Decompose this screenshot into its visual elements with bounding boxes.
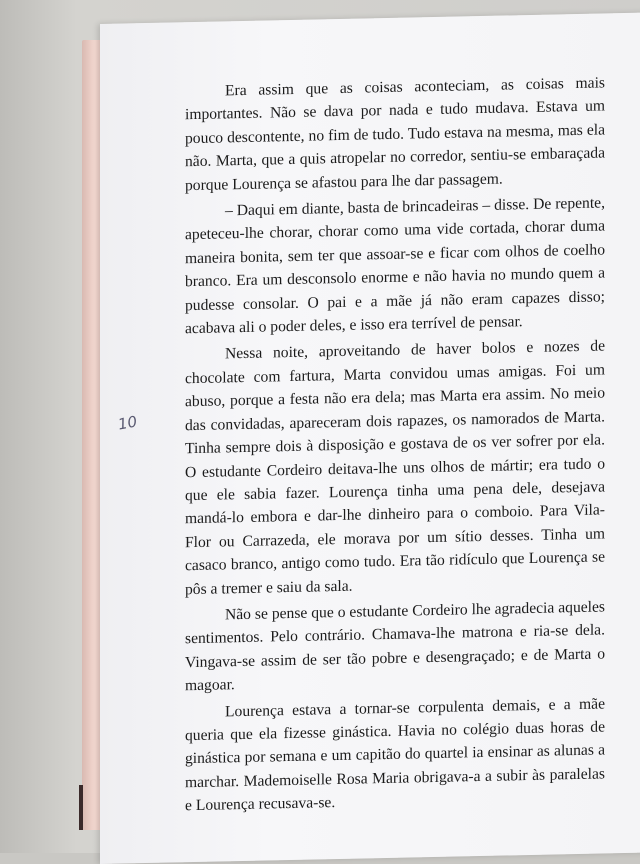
paragraph: Nessa noite, aproveitando de haver bolos e nozes de chocolate com fartura, Marta convidou umas amigas. Foi um abuso, porque a festa não era dela; mas Marta era assim. No meio das convidadas, apareceram dois rapazes, os namorados de Marta. Tinha sempre dois à disposição e gostava de os ver sofrer por ela. O estudante Cordeiro deitava-lhe uns olhos de mártir; era tudo o que ele sabia fazer. Lourença tinha uma pena dele, desejava mandá-lo embora e dar-lhe dinheiro para o comboio. Para Vila-Flor ou Carrazeda, ele morava por um sítio desses. Tinha um casaco branco, antigo como tudo. Era tão ridículo que Lourença se pôs a tremer e saiu da sala. [185, 337, 605, 598]
handwritten-page-number: 10 [116, 412, 139, 434]
spine-edge [79, 785, 83, 830]
paragraph: – Daqui em diante, basta de brincadeiras – disse. De repente, apeteceu-lhe chorar, chorar como uma vide cortada, chorar duma maneira bonita, sem ter que assoar-se e ficar com olhos de coelho branco. Era um desconsolo enorme e não havia no mundo quem a pudesse consolar. O pai e a mãe já não eram capazes disso; acabava ali o poder deles, e isso era terrível de pensar. [185, 194, 605, 338]
paragraph: Não se pense que o estudante Cordeiro lhe agradecia aqueles sentimentos. Pelo contrário. Chamava-lhe matrona e ria-se dela. Vingava-se assim de ser tão pobre e desengraçado; e de Marta o magoar. [185, 598, 605, 695]
paragraph: Lourença estava a tornar-se corpulenta demais, e a mãe queria que ela fizesse ginástica. Havia no colégio duas horas de ginástica por semana e um capitão do quartel ia ensinar as alunas a marchar. Mademoiselle Rosa Maria obrigava-a a subir às paralelas e Lourença recusava-se. [185, 694, 605, 815]
book-page [100, 12, 640, 864]
page-text [185, 71, 605, 820]
paragraph: Era assim que as coisas aconteciam, as coisas mais importantes. Não se dava por nada e tudo mudava. Estava um pouco descontente, no fim de tudo. Tudo estava na mesma, mas ela não. Marta, que a quis atropelar no corredor, sentiu-se embaraçada porque Lourença se afastou para lhe dar passagem. [185, 74, 605, 194]
